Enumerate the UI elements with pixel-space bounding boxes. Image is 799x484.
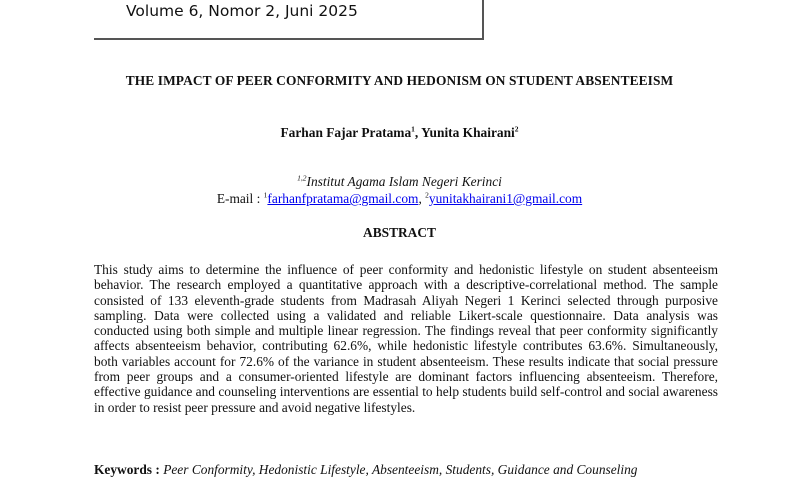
- author-line: [0, 125, 799, 141]
- email-sup-2: 2: [425, 190, 429, 200]
- email-label: E-mail :: [216, 191, 264, 206]
- email-link-2[interactable]: yunitakhairani1@gmail.com: [428, 191, 583, 206]
- email-link-1[interactable]: farhanfpratama@gmail.com: [267, 191, 419, 206]
- paper-title: THE IMPACT OF PEER CONFORMITY AND HEDONISM ON STUDENT ABSENTEEISM: [125, 73, 674, 88]
- author-separator: ,: [414, 125, 422, 140]
- author-name-2: Yunita Khairani: [421, 125, 515, 140]
- affiliation-line: [0, 174, 799, 190]
- affiliation-institution: Institut Agama Islam Negeri Kerinci: [306, 174, 502, 189]
- keywords-list: Peer Conformity, Hedonistic Lifestyle, Absenteeism, Students, Guidance and Counseling: [163, 462, 638, 477]
- author-sup-1: 1: [411, 124, 415, 134]
- abstract-body: This study aims to determine the influence of peer conformity and hedonistic lifestyle on student absenteeism behavior. The research employed a quantitative approach with a descriptive-correlational method. The sample consisted of 133 eleventh-grade students from Madrasah Aliyah Negeri 1 Kerinci selected through purposive sampling. Data were collected using a validated and reliable Likert-scale questionnaire. Data analysis was conducted using both simple and multiple linear regression. The findings reveal that peer conformity significantly affects absenteeism behavior, contributing 62.6%, while hedonistic lifestyle contributes 63.6%. Simultaneously, both variables account for 72.6% of the variance in student absenteeism. These results indicate that social pressure from peer groups and a consumer-oriented lifestyle are dominant factors influencing absenteeism. Therefore, effective guidance and counseling interventions are essential to help students build self-control and social awareness in order to resist peer pressure and avoid negative lifestyles.: [94, 262, 718, 415]
- abstract-heading: ABSTRACT: [363, 225, 436, 240]
- author-sup-2: 2: [514, 124, 519, 134]
- author-name-1: Farhan Fajar Pratama: [280, 125, 412, 140]
- keywords-label: Keywords :: [94, 462, 164, 477]
- email-separator: ,: [418, 191, 426, 206]
- affiliation-sup: 1,2: [297, 173, 307, 183]
- email-line: [0, 191, 799, 207]
- keywords-line: [94, 462, 744, 478]
- journal-volume: Volume 6, Nomor 2, Juni 2025: [126, 2, 358, 20]
- email-sup-1: 1: [263, 190, 268, 200]
